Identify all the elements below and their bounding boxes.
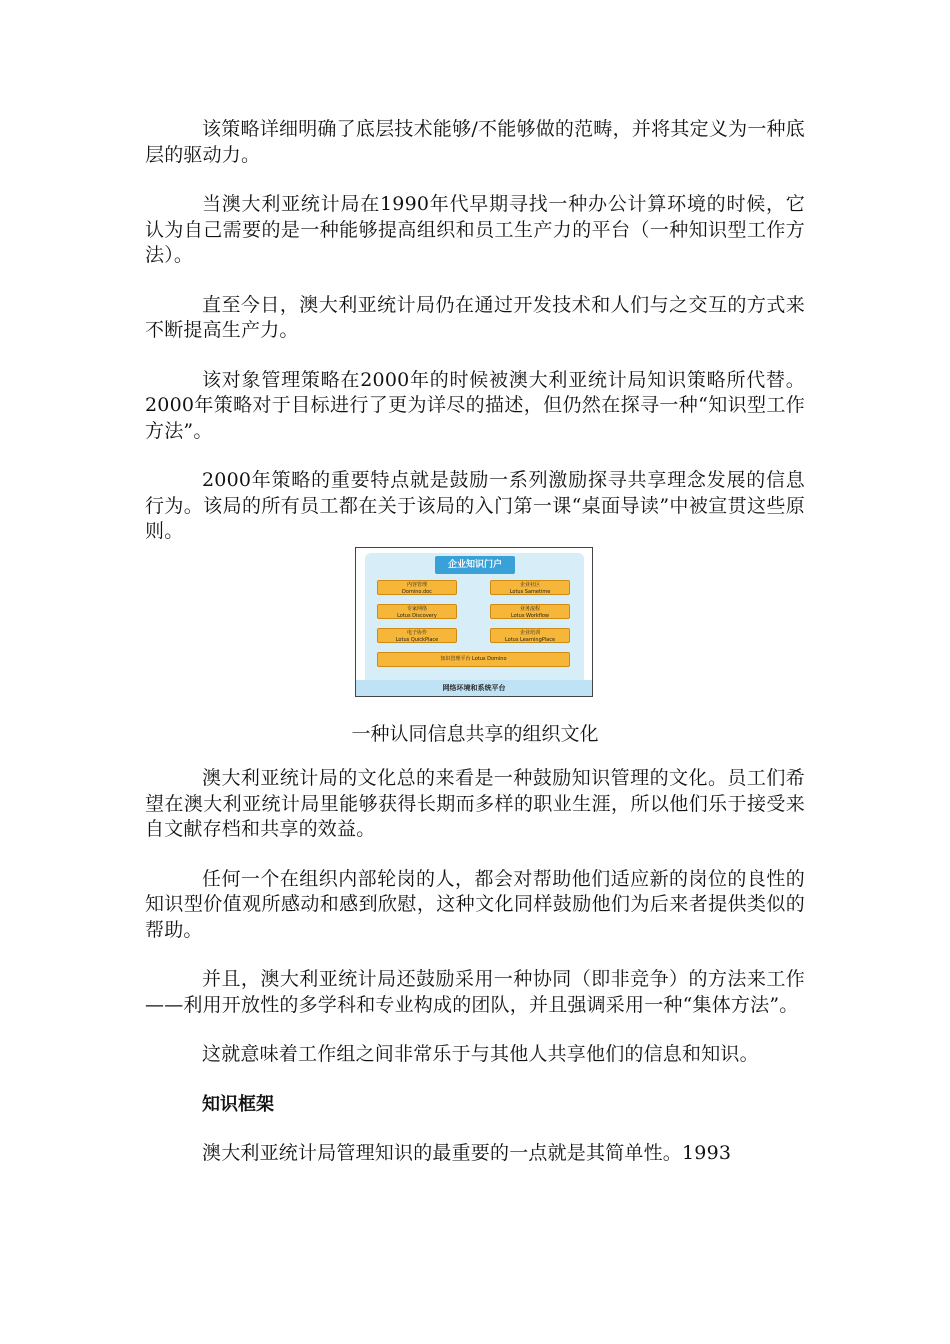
paragraph: 这就意味着工作组之间非常乐于与其他人共享他们的信息和知识。	[202, 1043, 759, 1065]
diagram-footer: 网络环境和系统平台	[356, 680, 592, 696]
upper-text	[145, 117, 805, 545]
knowledge-portal-diagram	[355, 547, 593, 697]
paragraph: 任何一个在组织内部轮岗的人，都会对帮助他们适应新的岗位的良性的知识型价值观所感动和感到欣慰，这种文化同样鼓励他们为后来者提供类似的帮助。	[145, 867, 805, 941]
platform-box: 知识管理平台 Lotus Domino	[377, 652, 570, 667]
diagram-box: 电子协作 Lotus QuickPlace	[377, 628, 457, 643]
diagram-box: 业务流程 Lotus Workflow	[490, 604, 570, 619]
lower-text	[145, 766, 805, 1190]
paragraph: 当澳大利亚统计局在1990年代早期寻找一种办公计算环境的时候，它认为自己需要的是一种能够提高组织和员工生产力的平台（一种知识型工作方法）。	[145, 193, 805, 266]
paragraph: 澳大利亚统计局的文化总的来看是一种鼓励知识管理的文化。员工们希望在澳大利亚统计局里能够获得长期而多样的职业生涯，所以他们乐于接受来自文献存档和共享的效益。	[145, 767, 805, 840]
diagram-box: 专家网络 Lotus Discovery	[377, 604, 457, 619]
diagram-box: 企业社区 Lotus Sametime	[490, 580, 570, 595]
diagram-box: 企业培训 Lotus LearningPlace	[490, 628, 570, 643]
paragraph: 直至今日，澳大利亚统计局仍在通过开发技术和人们与之交互的方式来不断提高生产力。	[145, 293, 805, 341]
diagram-title: 企业知识门户	[435, 556, 515, 574]
paragraph: 2000年策略的重要特点就是鼓励一系列激励探寻共享理念发展的信息行为。该局的所有员工都在关于该局的入门第一课“桌面导读”中被宣贯这些原则。	[145, 469, 805, 542]
paragraph: 该策略详细明确了底层技术能够/不能够做的范畴，并将其定义为一种底层的驱动力。	[145, 118, 805, 166]
figure-caption: 一种认同信息共享的组织文化	[351, 723, 599, 745]
diagram-box: 内容管理 Domino.doc	[377, 580, 457, 595]
paragraph: 并且，澳大利亚统计局还鼓励采用一种协同（即非竞争）的方法来工作——利用开放性的多学科和专业构成的团队，并且强调采用一种“集体方法”。	[145, 968, 805, 1016]
paragraph: 澳大利亚统计局管理知识的最重要的一点就是其简单性。1993	[202, 1141, 732, 1164]
diagram-background	[365, 553, 584, 691]
paragraph: 该对象管理策略在2000年的时候被澳大利亚统计局知识策略所代替。2000年策略对于目标进行了更为详尽的描述，但仍然在探寻一种“知识型工作方法”。	[145, 368, 805, 442]
section-heading: 知识框架	[202, 1093, 274, 1115]
